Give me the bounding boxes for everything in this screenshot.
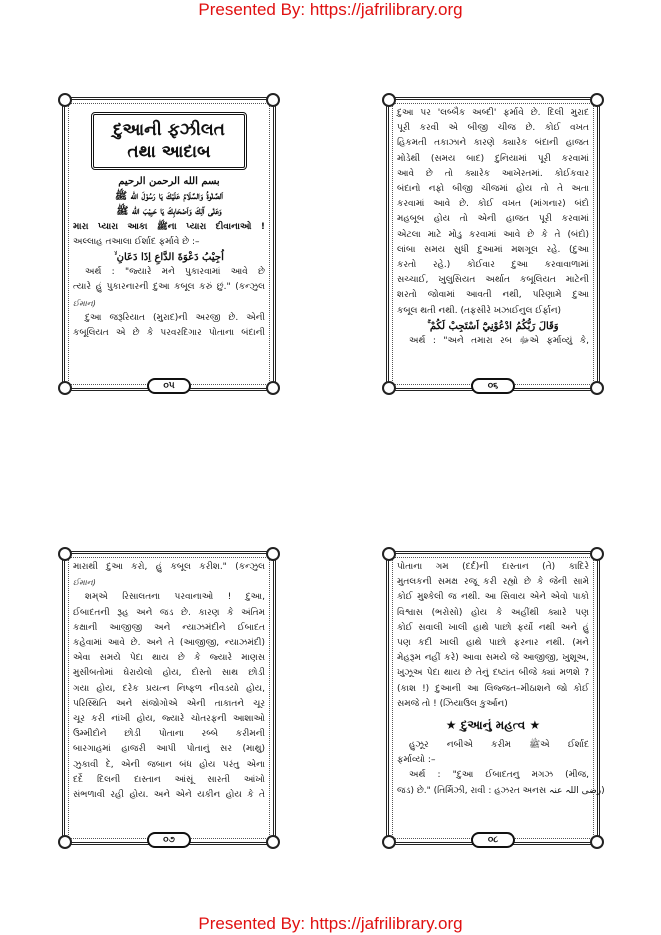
corner-ornament [382,835,396,849]
book-page-07 [62,551,276,845]
translation-line: અર્થ : "અને તમારા રબ ﷻએ ફર્માવ્યું કે, [409,336,590,347]
text-line: દર્દે દિલની દાસ્તાન આંસૂં સારતી આંખો [73,774,265,785]
page-number: ૦૬ [471,378,515,394]
text-line: મોડેથી (સમય બાદ) દુનિયામાં પૂરી કરવામાં [397,153,589,164]
chapter-title-line: તથા આદાબ [127,142,211,162]
text-line: આવે છે તો ક્યારેક આખેરતમાં. કોઈકવાર [397,168,589,179]
text-line: લાંબા સમય સુધી દુઆમાં મશગૂલ રહે. (દુઆ [397,244,589,255]
section-heading: ★ દુઆનું મહત્વ ★ [445,718,541,733]
text-line: કોઈ મુશ્કેલી જ નથી. આ સિવાય એને એવો પાકો [397,592,589,603]
text-line: મુતલકની સમક્ષ રજૂ કરી રહ્યો છે કે જેની સામે [397,577,589,588]
corner-ornament [58,93,72,107]
text-line: મહબૂબ હોય તો એની હાજત પૂરી કરવામાં [397,214,589,225]
text-line: ગયા હોય, દરેક પ્રયત્ન નિષ્ફળ નીવડયો હોય, [73,683,265,694]
bismillah: بسم الله الرحمن الرحيم [118,176,220,187]
arabic-salutation: وَعَلٰى آلِكَ وَاَصْحَابِكَ يَا حَبِيْبَ الله ﷺ [116,206,222,218]
corner-ornament [590,547,604,561]
text-line: ઝુકાવી દે, એની જબાન બંધ હોય પરંતુ એના [73,759,265,770]
text-line: પણ કદી ખાલી હાથે પાછો ફરનાર નથી. (મને [397,638,589,649]
text-line: મારા પ્યારા આકા ﷺના પ્યારા દીવાનાઓ ! [73,221,265,232]
text-line: અલ્લાહ તઆલા ઈર્શાદ ફર્માવે છે :– [73,236,200,247]
text-line: કબૂલ થતી નથી. (તફસીરે ખઝાઈનુલ ઈર્ફાન) [397,305,562,316]
text-line: કોઈ સવાલી ખાલી હાથે પાછો ફર્યો નથી અને હું [397,622,589,633]
page-number: ૦૫ [147,378,191,394]
text-line: કબૂલિયત એ છે કે પરવરદિગાર પોતાના બંદાની [73,328,265,339]
text-line: દુઆ જરૂરિયાત (મુરાદ)ની અરજી છે. એની [85,312,265,323]
book-page-08 [386,551,605,845]
quran-verse: وَقَالَ رَبُّكُمُ ادْعُوْنِيْٓ اَسْتَجِبْ لَكُمْ ۚ [427,320,559,332]
corner-ornament [590,381,604,395]
source-note: ઈમાન) [73,298,96,308]
text-line: સચ્ચાઈ, ખુલુસિયત અર્થાત કબૂલિયત માટેની [397,275,589,286]
text-line: એટલા માટે મોડુ કરવામાં આવે છે કે તે (બંદો) [397,229,589,240]
corner-ornament [382,93,396,107]
text-line: હિકમતી તકાઝાને કારણે ક્યારેક બંદાની હાજત [397,138,589,149]
text-line: સમજે તો ! (ઝિયાઉલ કુર્આન) [397,698,508,709]
corner-ornament [266,381,280,395]
translation-line: ત્યારે હું પુકારનારની દુઆ કબૂલ કરું છું." (કન્ઝુલ [73,282,265,293]
text-line: પરિસ્થિતિ અને સંજોગોએ એની તાકાતને ચૂર [73,698,265,709]
corner-ornament [382,381,396,395]
text-line: દુઆ પર 'લબ્બૈક અબ્દી' ફર્માવે છે. દિલી મુરાદ [397,108,589,118]
text-line: પોતાના ગમ (દર્દ)ની દાસ્તાન (તે) કાદિરે [397,562,589,572]
text-line: મુસીબતોમાં ઘેરાયેલો હોય, દોસ્તો સાથ છોડી [73,668,265,679]
corner-ornament [266,93,280,107]
source-note: જડ) છે." (તિર્મિઝી, રાવી : હઝરત અનસ رضی اللہ عنہ) [397,785,605,796]
text-line: ફર્માવ્યો :– [397,755,436,766]
corner-ornament [58,381,72,395]
text-line: કરવામાં આવે છે. કોઈ વખત (માંગનાર) બંદો [397,199,589,210]
presented-by-banner-top: Presented By: https://jafrilibrary.org [198,0,463,19]
text-line: કક્ષાની આજીજી અને ન્યાઝમંદીને ઈબાદત [73,622,265,633]
arabic-salutation: اَلصَّلٰوةُ وَالسَّلَامُ عَلَيْكَ يَا رَسُوْلَ الله ﷺ [115,191,223,203]
chapter-title-box [91,112,247,170]
corner-ornament [590,835,604,849]
text-line: ઉમ્મીદોને છોડી પોતાના રબ્બે કરીમની [73,729,265,740]
translation-line: અર્થ : "દુઆ ઈબાદતનુ મગઝ (મીજ, [409,770,589,781]
text-line: ઈબાદતની રૂહ અને જડ છે. કારણ કે અંતિમ [73,607,265,618]
source-note: ઈમાન) [73,578,96,588]
text-line: સંભળાવી રહી હોય. અને એને યકીન હોય કે તે [73,790,265,801]
text-line: બારગાહમાં હાજરી આપી પોતાનું સર (માથુ) [73,744,265,755]
text-line: મેહરૂમ નહીં કરે) આવા સમયે જે આજીજી, ખુશૂઅ, [397,653,589,664]
text-line: હુઝૂર નબીએ કરીમ ﷺએ ઈર્શાદ [409,740,589,751]
corner-ornament [382,547,396,561]
text-line: બંદાનો નફો બીજી ચીજમાં હોય તો તે અતા [397,184,589,195]
text-line: મારાથી દુઆ કરો, હું કબૂલ કરીશ." (કન્ઝુલ [73,562,265,572]
text-line: (કાશ !) દુઆની આ લિજ્જત–મીઠાશને જો કોઈ [397,683,589,694]
book-page-05 [62,97,276,391]
text-line: શરતો જોવામાં આવતી નથી, પરિણામે દુઆ [397,290,589,301]
presented-by-banner-bottom: Presented By: https://jafrilibrary.org [198,914,463,933]
text-line: એવા સમયે પેદા થાય છે કે જ્યારે માણસ [73,653,265,664]
quran-verse: اُجِيْبُ دَعْوَةَ الدَّاعِ اِذَا دَعَانِ ۙ [114,252,224,264]
translation-line: અર્થ : "જ્યારે મને પુકારવામાં આવે છે [85,267,265,278]
text-line: ચૂર કરી નાંખી હોય, જ્યારે ચોતરફની આશાઓ [73,714,265,725]
book-page-06 [386,97,600,391]
text-line: કરતો રહે.) કોઈવાર દુઆ કરવાવાળામાં [397,260,589,271]
corner-ornament [58,547,72,561]
chapter-title-line: દુઆની ફઝીલત [113,120,225,140]
text-line: ખુઝૂઅ પેદા થાય છે તેનું દષ્ટાંત બીજે ક્યાં મળશે ? [397,668,589,679]
text-line: પૂરી કરવી એ બીજી ચીજ છે. કોઈ વખત [397,123,589,134]
text-line: વિશ્વાસ (ભરોસો) હોય કે અહીંથી ક્યારે પણ [397,607,589,618]
text-line: કહેવામાં આવે છે. અને તે (આજીજી, ન્યાઝમંદી) [73,638,265,649]
page-number: ૦૮ [471,832,515,848]
corner-ornament [58,835,72,849]
text-line: શમ્એ રિસાલતના પરવાનાઓ ! દુઆ, [85,592,265,603]
corner-ornament [590,93,604,107]
corner-ornament [266,835,280,849]
page-number: ૦૭ [147,832,191,848]
corner-ornament [266,547,280,561]
